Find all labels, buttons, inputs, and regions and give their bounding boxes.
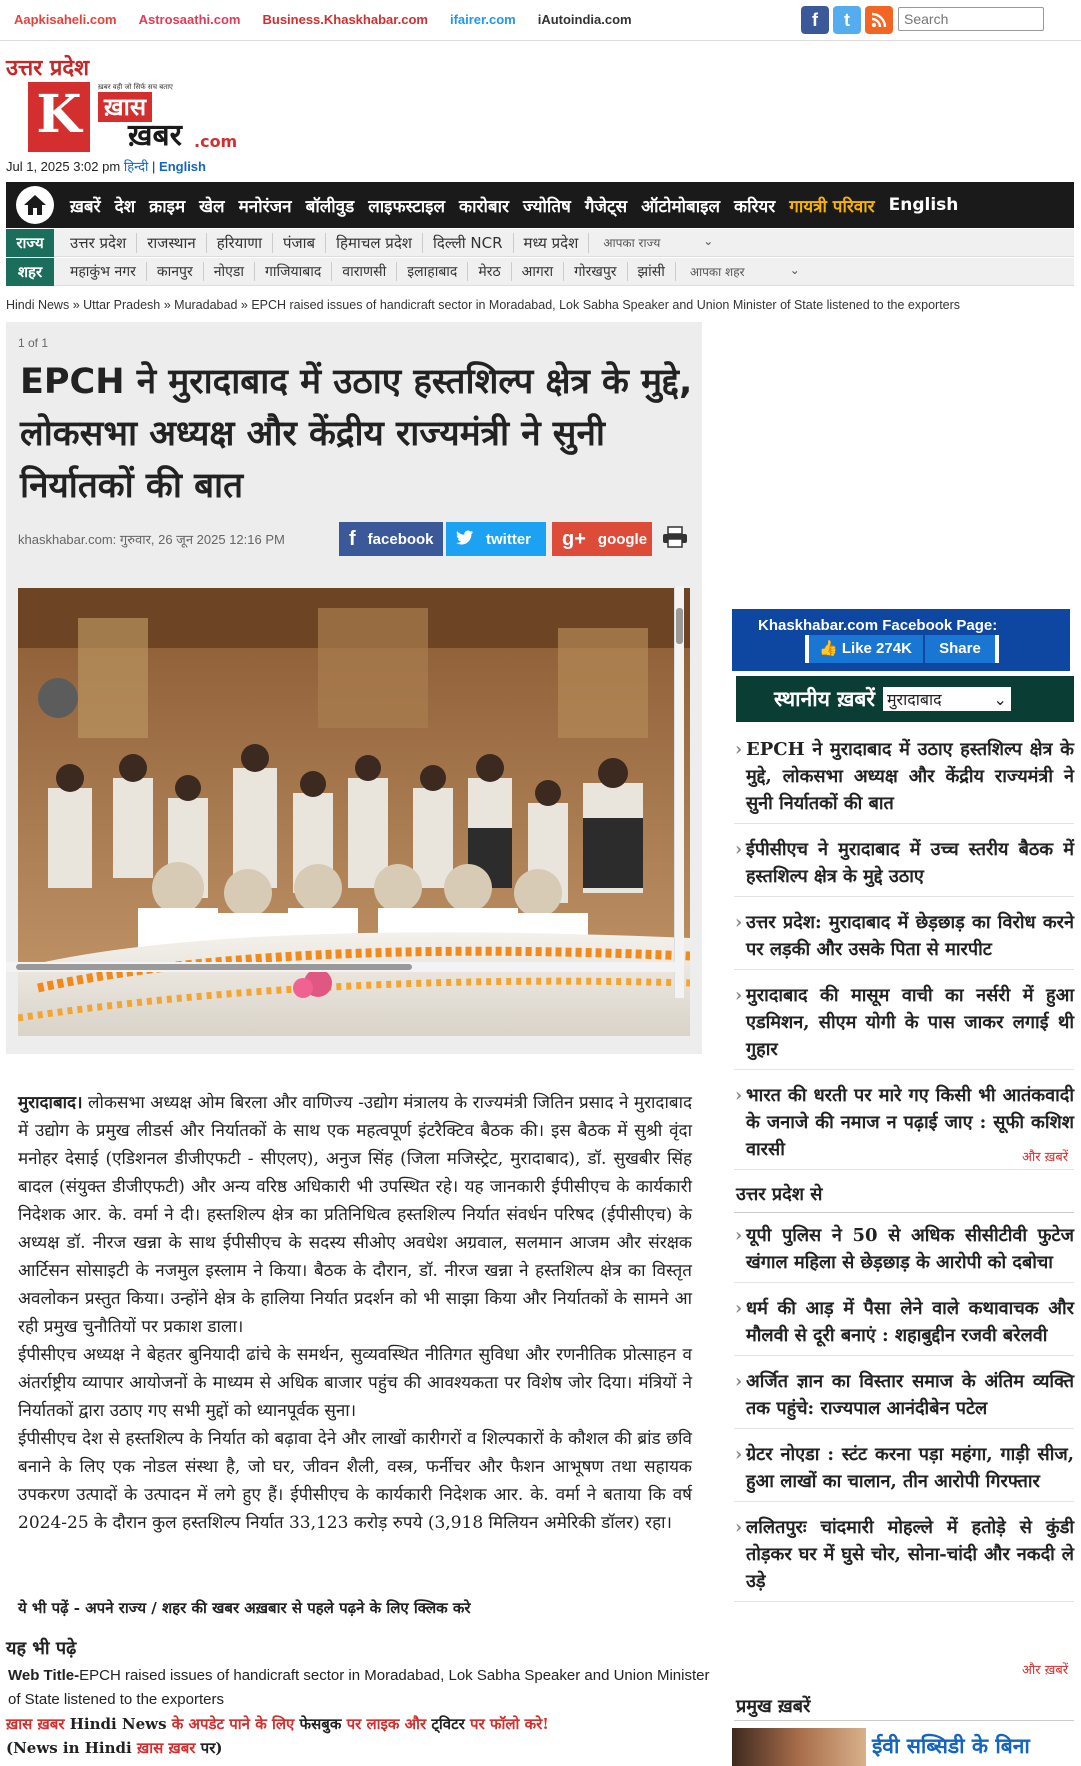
twitter-icon[interactable]: t: [833, 6, 861, 34]
web-title-text: EPCH raised issues of handicraft sector in Moradabad, Lok Sabha Speaker and Union Minister of State listened to the exporters: [8, 1667, 710, 1708]
web-title: [8, 1664, 712, 1712]
state-item[interactable]: हिमाचल प्रदेश: [326, 233, 423, 253]
facebook-page-box: [732, 609, 1070, 671]
follow-text: Hindi News: [64, 1715, 172, 1733]
site-link-business-khaskhabar[interactable]: Business.Khaskhabar.com: [262, 12, 428, 27]
article-paragraph-text: लोकसभा अध्यक्ष ओम बिरला और वाणिज्य -उद्योग मंत्रालय के राज्यमंत्री जितिन प्रसाद ने मुरादाबाद में उद्योग के प्रमुख लीडर्स और निर्यातकों के साथ एक महत्वपूर्ण इंटरैक्टिव बैठक की। इस बैठक में सुश्री वृंदा मनोहर देसाई (एडिशनल डीजीएफटी - सीएलए), अनुज सिंह (जिला मजिस्ट्रेट, मुरादाबाद), डॉ. सुखबीर सिंह बादल (संयुक्त डीजीएफटी) और अन्य वरिष्ठ अधिकारी भी उपस्थित रहे। यह जानकारी ईपीसीएच के कार्यकारी निदेशक आर. के. वर्मा ने दी। हस्तशिल्प क्षेत्र का प्रतिनिधित्व हस्तशिल्प निर्यात संवर्धन परिषद (ईपीसीएच) के अध्यक्ष डॉ. नीरज खन्ना के साथ ईपीसीएच के सदस्य सीओए अवधेश अग्रवाल, सलमान आजम और संरक्षक आर्टिसन सोसाइटी के नजमुल इस्लाम ने किया। बैठक के दौरान, डॉ. नीरज खन्ना ने हस्तशिल्प क्षेत्र का विस्तृत अवलोकन प्रस्तुत किया। उन्होंने क्षेत्र के हालिया निर्यात प्रदर्शन को भी साझा किया और निर्यातकों के सामने आ रही प्रमुख चुनौतियों पर प्रकाश डाला।: [18, 1093, 692, 1337]
scrollbar-thumb[interactable]: [16, 964, 412, 970]
follow-twitter-link[interactable]: ट्विटर: [426, 1715, 471, 1733]
social-icons: [801, 6, 893, 34]
section-divider: [734, 1212, 1074, 1213]
logo-k-mark: K: [28, 82, 90, 152]
list-item[interactable]: › यूपी पुलिस ने 50 से अधिक सीसीटीवी फुटेज खंगाल महिला से छेड़छाड़ के आरोपी को दबोचा: [734, 1222, 1074, 1283]
share-google-label: google: [597, 530, 648, 548]
follow-line: [6, 1712, 706, 1760]
site-link-aapkisaheli[interactable]: Aapkisaheli.com: [14, 12, 117, 27]
print-icon[interactable]: [662, 526, 688, 554]
nav-item-gadgets[interactable]: गैजेट्स: [584, 196, 628, 217]
local-news-list: [734, 736, 1074, 1182]
follow-facebook-link[interactable]: फेसबुक: [294, 1715, 347, 1733]
state-item[interactable]: दिल्ली NCR: [423, 233, 514, 253]
article-dateline: मुरादाबाद।: [18, 1093, 83, 1113]
city-item[interactable]: कानपुर: [147, 262, 204, 281]
article-paragraph: ईपीसीएच देश से हस्तशिल्प के निर्यात को बढ़ावा देने और लाखों कारीगरों व शिल्पकारों के कौशल की ब्रांड छवि बनाने के लिए एक नोडल संस्था है, जो घर, जीवन शैली, वस्त्र, फर्नीचर और फैशन आभूषण तथा सहायक उपकरण उत्पादों के उत्पादन में लगे हुए हैं। ईपीसीएच के कार्यकारी निदेशक आर. के. वर्मा ने बताया कि वर्ष 2024-25 के दौरान कुल हस्तशिल्प निर्यात 33,123 करोड़ रुपये (3,918 मिलियन अमेरिकी डॉलर) रहा।: [18, 1429, 692, 1533]
list-item[interactable]: › धर्म की आड़ में पैसा लेने वाले कथावाचक और मौलवी से दूरी बनाएं : शहाबुद्दीन रजवी बरेलवी: [734, 1295, 1074, 1356]
date-language-bar: [6, 157, 206, 175]
nav-item-gayatri-parivar[interactable]: गायत्री परिवार: [789, 196, 875, 217]
scrollbar-thumb[interactable]: [676, 608, 683, 644]
facebook-icon: f: [349, 527, 356, 550]
follow-text: के अपडेट पाने के लिए: [171, 1715, 295, 1733]
nav-item-manoranjan[interactable]: मनोरंजन: [238, 196, 292, 217]
site-link-astrosaathi[interactable]: Astrosaathi.com: [138, 12, 241, 27]
search-input[interactable]: [898, 7, 1044, 31]
nav-item-crime[interactable]: क्राइम: [149, 196, 186, 217]
facebook-share-button[interactable]: Share: [925, 635, 999, 663]
article-paragraph: [18, 1089, 692, 1341]
nav-item-khabaren[interactable]: ख़बरें: [70, 196, 101, 217]
language-hindi-link[interactable]: हिन्दी: [123, 159, 149, 174]
read-more-link[interactable]: ये भी पढ़ें - अपने राज्य / शहर की खबर अख़बार से पहले पढ़ने के लिए क्लिक करे: [18, 1599, 471, 1617]
pramukh-news-thumbnail[interactable]: [732, 1728, 866, 1766]
image-horizontal-scrollbar[interactable]: [6, 962, 676, 972]
state-item[interactable]: पंजाब: [273, 233, 326, 253]
list-item[interactable]: › ईपीसीएच ने मुरादाबाद में उच्च स्तरीय बैठक में हस्तशिल्प क्षेत्र के मुद्दे उठाए: [734, 836, 1074, 897]
article-paragraph: ईपीसीएच अध्यक्ष ने बेहतर बुनियादी ढांचे के समर्थन, सुव्यवस्थित नीतिगत सुविधा और रणनीतिक प्रोत्साहन व अंतर्राष्ट्रीय व्यापार आयोजनों के माध्यम से अधिक बाजार पहुंच की आवश्यकता पर विशेष जोर दिया। मंत्रियों ने निर्यातकों द्वारा उठाए गए सभी मुद्दों को ध्यानपूर्वक सुना।: [18, 1345, 692, 1421]
web-title-label: Web Title-: [8, 1667, 80, 1684]
city-item[interactable]: गाजियाबाद: [255, 262, 332, 281]
nav-item-karobar[interactable]: कारोबार: [459, 196, 509, 217]
pramukh-news-title: प्रमुख ख़बरें: [736, 1696, 811, 1717]
top-bar: [0, 0, 1081, 41]
facebook-like-label: Like 274K: [841, 640, 912, 657]
current-date: Jul 1, 2025 3:02 pm: [6, 159, 121, 174]
breadcrumb: Hindi News » Uttar Pradesh » Muradabad » EPCH raised issues of handicraft sector in Moradabad, Lok Sabha Speaker and Union Minister of State listened to the exporters: [6, 298, 961, 312]
nav-item-lifestyle[interactable]: लाइफस्टाइल: [368, 196, 446, 217]
logo-suffix: .com: [194, 132, 238, 151]
breadcrumb-item[interactable]: Uttar Pradesh: [83, 298, 161, 312]
article-body: [18, 1089, 692, 1537]
breadcrumb-current: EPCH raised issues of handicraft sector in Moradabad, Lok Sabha Speaker and Union Minister of State listened to the exporters: [251, 298, 961, 312]
local-news-title: स्थानीय ख़बरें: [774, 687, 875, 711]
follow-text: पर): [195, 1739, 223, 1757]
nav-item-desh[interactable]: देश: [114, 196, 136, 217]
article-panel: [6, 322, 702, 1054]
section-divider: [734, 1720, 1074, 1721]
breadcrumb-item[interactable]: Hindi News: [6, 298, 70, 312]
site-logo[interactable]: [28, 82, 238, 153]
city-item[interactable]: नोएडा: [204, 262, 255, 281]
state-select[interactable]: [603, 234, 713, 251]
nav-item-jyotish[interactable]: ज्योतिष: [522, 196, 571, 217]
nav-item-english[interactable]: English: [888, 195, 959, 215]
share-twitter-label: twitter: [486, 530, 531, 548]
chevron-down-icon: ⌄: [993, 689, 1007, 709]
logo-word-khabar: ख़बर: [128, 118, 182, 153]
city-item[interactable]: मेरठ: [468, 262, 511, 281]
state-item[interactable]: मध्य प्रदेश: [514, 233, 590, 253]
local-city-value: मुरादाबाद: [886, 690, 942, 709]
nav-item-bollywood[interactable]: बॉलीवुड: [305, 196, 355, 217]
language-english-link[interactable]: English: [159, 159, 206, 174]
state-select-value: आपका राज्य: [603, 236, 661, 250]
site-link-iautoindia[interactable]: iAutoindia.com: [537, 12, 632, 27]
partner-sites: [14, 12, 632, 27]
share-twitter-button[interactable]: [446, 522, 546, 556]
logo-word-khas: ख़ास: [98, 92, 152, 122]
list-item[interactable]: › भारत की धरती पर मारे गए किसी भी आतंकवादी के जनाजे की नमाज न पढ़ाई जाए : सूफी कशिश वारसी: [734, 1082, 1074, 1170]
rss-icon[interactable]: [865, 6, 893, 34]
main-nav: [6, 182, 1074, 228]
city-item[interactable]: गोरखपुर: [564, 262, 627, 281]
states-label: राज्य: [6, 229, 54, 257]
follow-brand: ख़ास ख़बर: [6, 1715, 65, 1733]
facebook-page-title: Khaskhabar.com Facebook Page:: [758, 617, 998, 634]
city-item[interactable]: इलाहाबाद: [397, 262, 468, 281]
language-separator: |: [152, 159, 156, 174]
follow-text: पर लाइक और: [346, 1715, 427, 1733]
also-read-heading: यह भी पढ़े: [6, 1638, 77, 1659]
list-item[interactable]: › उत्तर प्रदेश: मुरादाबाद में छेड़छाड़ का विरोध करने पर लड़की और उसके पिता से मारपीट: [734, 909, 1074, 970]
city-select-value: आपका शहर: [689, 265, 745, 279]
page-count: 1 of 1: [18, 336, 49, 350]
city-select[interactable]: [690, 263, 800, 280]
list-item[interactable]: › अर्जित ज्ञान का विस्तार समाज के अंतिम व्यक्ति तक पहुंचे: राज्यपाल आनंदीबेन पटेल: [734, 1368, 1074, 1429]
city-item[interactable]: वाराणसी: [332, 262, 397, 281]
more-news-link[interactable]: और ख़बरें: [1022, 1150, 1069, 1165]
image-vertical-scrollbar[interactable]: [674, 586, 684, 998]
state-item[interactable]: उत्तर प्रदेश: [60, 233, 137, 253]
up-news-title: उत्तर प्रदेश से: [736, 1184, 823, 1205]
cities-nav: [6, 258, 1074, 286]
thumbs-up-icon: 👍: [819, 640, 842, 657]
state-item[interactable]: राजस्थान: [137, 233, 206, 253]
follow-brand: ख़ास ख़बर: [136, 1739, 196, 1757]
facebook-like-button[interactable]: [805, 635, 923, 663]
city-item[interactable]: महाकुंभ नगर: [60, 262, 147, 281]
state-label: उत्तर प्रदेश: [6, 56, 90, 81]
google-plus-icon: g+: [562, 527, 586, 550]
up-news-list: [734, 1222, 1074, 1614]
more-news-link[interactable]: और ख़बरें: [1022, 1663, 1069, 1678]
list-item[interactable]: › EPCH ने मुरादाबाद में उठाए हस्तशिल्प क्षेत्र के मुद्दे, लोकसभा अध्यक्ष और केंद्रीय राज्यमंत्री ने सुनी निर्यातकों की बात: [734, 736, 1074, 824]
nav-item-automobile[interactable]: ऑटोमोबाइल: [641, 196, 721, 217]
list-item[interactable]: › ललितपुरः चांदमारी मोहल्ले में हतोड़े से कुंडी तोड़कर घर में घुसे चोर, सोना-चांदी और नकदी ले उड़े: [734, 1514, 1074, 1602]
share-facebook-button[interactable]: [339, 522, 443, 556]
local-city-select[interactable]: [883, 687, 1011, 711]
breadcrumb-item[interactable]: Muradabad: [174, 298, 238, 312]
site-link-ifairer[interactable]: ifairer.com: [449, 12, 516, 27]
nav-item-khel[interactable]: खेल: [199, 196, 225, 217]
chevron-down-icon: ⌄: [703, 234, 714, 248]
chevron-down-icon: ⌄: [789, 263, 800, 277]
states-nav: [6, 229, 1074, 257]
city-item[interactable]: झांसी: [628, 262, 676, 281]
share-google-button[interactable]: [552, 522, 652, 556]
follow-text: पर फॉलो करे!: [470, 1715, 549, 1733]
cities-label: शहर: [6, 258, 54, 286]
logo-tagline: ख़बर वही जो सिर्फ सच बताए: [98, 83, 173, 91]
list-item[interactable]: › ग्रेटर नोएडा : स्टंट करना पड़ा महंगा, गाड़ी सीज, हुआ लाखों का चालान, तीन आरोपी गिरफ्तार: [734, 1441, 1074, 1502]
article-byline: khaskhabar.com: गुरुवार, 26 जून 2025 12:16 PM: [18, 532, 285, 547]
local-news-header: [736, 676, 1074, 722]
share-facebook-label: facebook: [367, 530, 434, 548]
pramukh-news-headline[interactable]: ईवी सब्सिडी के बिना: [872, 1733, 1030, 1758]
state-item[interactable]: हरियाणा: [207, 233, 273, 253]
list-item[interactable]: › मुरादाबाद की मासूम वाची का नर्सरी में हुआ एडमिशन, सीएम योगी के पास जाकर लगाई थी गुहार: [734, 982, 1074, 1070]
home-icon[interactable]: [16, 186, 54, 224]
city-item[interactable]: आगरा: [512, 262, 565, 281]
facebook-icon[interactable]: f: [801, 6, 829, 34]
article-headline: EPCH ने मुरादाबाद में उठाए हस्तशिल्प क्षेत्र के मुद्दे, लोकसभा अध्यक्ष और केंद्रीय राज्यमंत्री ने सुनी निर्यातकों की बात: [20, 362, 693, 506]
twitter-bird-icon: [456, 530, 474, 549]
follow-text: (News in Hindi: [6, 1739, 137, 1757]
nav-item-career[interactable]: करियर: [734, 196, 776, 217]
